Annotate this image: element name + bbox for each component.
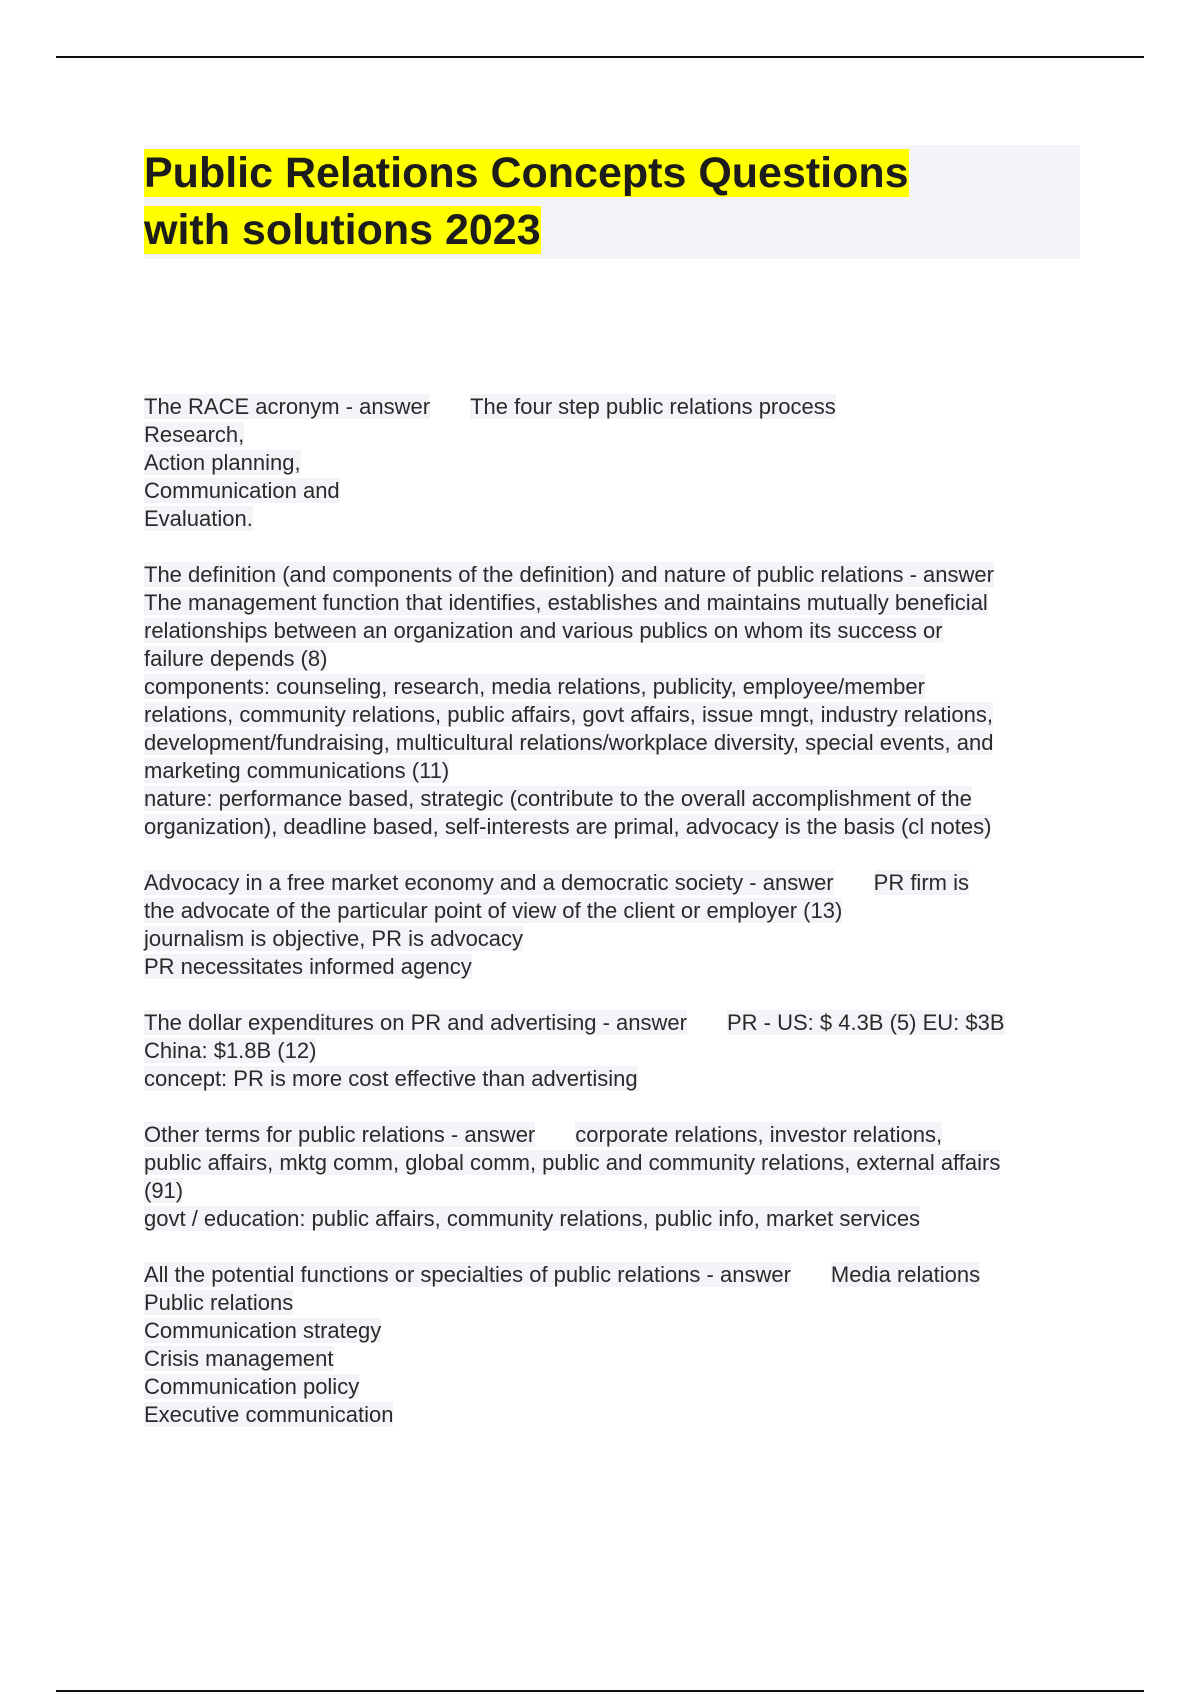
answer-line: [144, 645, 1084, 673]
answer-text: public affairs, mktg comm, global comm, public and community relations, external affairs: [144, 1150, 1001, 1175]
answer-text: Media relations: [830, 1262, 981, 1287]
answer-text: (91): [144, 1178, 184, 1203]
answer-text: relationships between an organization and various publics on whom its success or: [144, 618, 943, 643]
answer-line: [144, 1401, 1084, 1429]
question-line: [144, 869, 1084, 897]
answer-line: [144, 505, 1084, 533]
answer-line: [144, 673, 1084, 701]
answer-text: Evaluation.: [144, 506, 253, 531]
question-text: All the potential functions or specialties of public relations - answer: [144, 1262, 791, 1287]
answer-line: [144, 1373, 1084, 1401]
answer-line: [144, 1345, 1084, 1373]
answer-line: [144, 1037, 1084, 1065]
answer-text: organization), deadline based, self-interests are primal, advocacy is the basis (cl notes): [144, 814, 992, 839]
answer-line: [144, 1065, 1084, 1093]
answer-text: journalism is objective, PR is advocacy: [144, 926, 524, 951]
answer-line: [144, 1317, 1084, 1345]
question-block: [144, 1261, 1084, 1429]
question-text: Advocacy in a free market economy and a democratic society - answer: [144, 870, 834, 895]
question-block: [144, 561, 1084, 841]
answer-text: relations, community relations, public affairs, govt affairs, issue mngt, industry relations,: [144, 702, 994, 727]
answer-text: Action planning,: [144, 450, 301, 475]
answer-line: [144, 589, 1084, 617]
top-rule: [56, 56, 1144, 58]
answer-line: [144, 617, 1084, 645]
answer-text: China: $1.8B (12): [144, 1038, 317, 1063]
answer-line: [144, 757, 1084, 785]
answer-text: concept: PR is more cost effective than advertising: [144, 1066, 638, 1091]
answer-line: [144, 1205, 1084, 1233]
answer-text: PR firm is: [873, 870, 969, 895]
answer-text: development/fundraising, multicultural relations/workplace diversity, special events, and: [144, 730, 994, 755]
title-line-2: with solutions 2023: [144, 206, 541, 254]
question-line: [144, 1009, 1084, 1037]
question-block: [144, 1009, 1084, 1093]
question-block: [144, 1121, 1084, 1233]
answer-text: components: counseling, research, media relations, publicity, employee/member: [144, 674, 925, 699]
answer-line: [144, 1289, 1084, 1317]
answer-text: govt / education: public affairs, community relations, public info, market services: [144, 1206, 921, 1231]
answer-line: [144, 953, 1084, 981]
answer-text: PR necessitates informed agency: [144, 954, 472, 979]
answer-line: [144, 1149, 1084, 1177]
answer-line: [144, 701, 1084, 729]
answer-text: the advocate of the particular point of view of the client or employer (13): [144, 898, 843, 923]
title-line-1: Public Relations Concepts Questions: [144, 149, 909, 197]
answer-line: [144, 729, 1084, 757]
answer-text: corporate relations, investor relations,: [575, 1122, 943, 1147]
answer-line: [144, 785, 1084, 813]
answer-text: Communication and: [144, 478, 340, 503]
answer-line: [144, 421, 1084, 449]
bottom-rule: [56, 1690, 1144, 1692]
question-line: [144, 1261, 1084, 1289]
answer-line: [144, 1177, 1084, 1205]
question-block: [144, 393, 1084, 533]
question-list: [144, 393, 1084, 1457]
answer-line: [144, 449, 1084, 477]
page-title: [144, 145, 1080, 259]
question-line: [144, 1121, 1084, 1149]
answer-text: failure depends (8): [144, 646, 328, 671]
question-block: [144, 869, 1084, 981]
answer-text: The management function that identifies, establishes and maintains mutually beneficial: [144, 590, 988, 615]
question-text: The RACE acronym - answer: [144, 394, 431, 419]
answer-line: [144, 813, 1084, 841]
answer-text: Communication strategy: [144, 1318, 382, 1343]
answer-text: Executive communication: [144, 1402, 394, 1427]
title-block: [144, 145, 1080, 259]
answer-text: Crisis management: [144, 1346, 334, 1371]
answer-text: Communication policy: [144, 1374, 360, 1399]
answer-text: PR - US: $ 4.3B (5) EU: $3B: [726, 1010, 1005, 1035]
question-text: Other terms for public relations - answer: [144, 1122, 536, 1147]
answer-text: marketing communications (11): [144, 758, 450, 783]
answer-text: Public relations: [144, 1290, 294, 1315]
answer-line: [144, 897, 1084, 925]
answer-line: [144, 477, 1084, 505]
answer-text: The four step public relations process: [470, 394, 836, 419]
answer-text: Research,: [144, 422, 245, 447]
answer-line: [144, 925, 1084, 953]
question-text: The definition (and components of the definition) and nature of public relations - answer: [144, 562, 994, 587]
answer-text: nature: performance based, strategic (contribute to the overall accomplishment of the: [144, 786, 972, 811]
question-line: [144, 561, 1084, 589]
question-line: [144, 393, 1084, 421]
question-text: The dollar expenditures on PR and advertising - answer: [144, 1010, 687, 1035]
